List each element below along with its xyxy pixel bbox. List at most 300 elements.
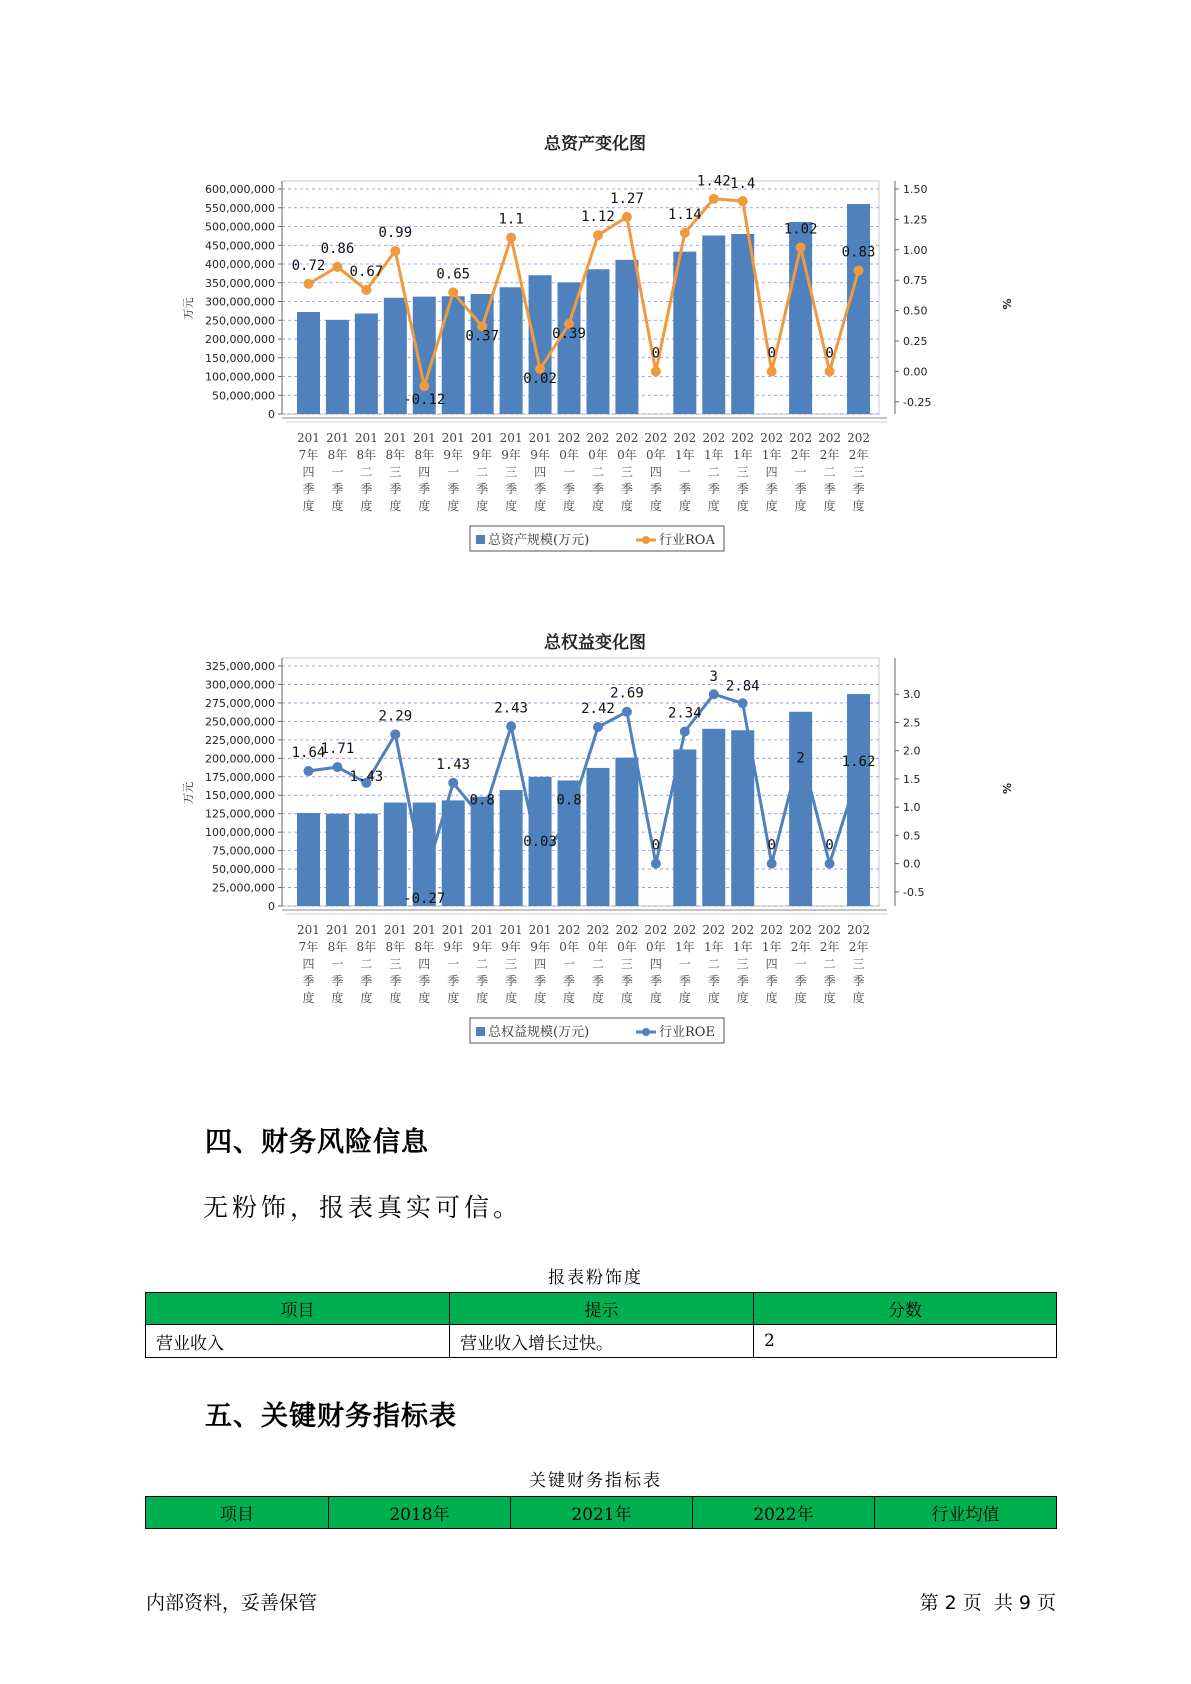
left-tick-label: 50,000,000 <box>212 863 275 877</box>
category-label: 度 <box>707 991 720 1005</box>
data-label: 0.8 <box>469 792 495 809</box>
chart-title: 总权益变化图 <box>544 633 646 653</box>
line-point <box>622 212 632 222</box>
category-label: 0年 <box>646 448 666 462</box>
category-label: 四 <box>418 465 431 479</box>
right-tick-label: 3.0 <box>903 688 921 702</box>
category-label: 201 <box>528 431 552 445</box>
category-label: 202 <box>586 431 610 445</box>
data-label: 0 <box>767 345 776 362</box>
bar <box>615 758 638 906</box>
category-label: 202 <box>847 431 870 445</box>
category-label: 四 <box>765 465 778 479</box>
category-label: 季 <box>476 482 489 496</box>
category-label: 度 <box>794 991 807 1005</box>
category-label: 三 <box>389 957 402 971</box>
left-tick-label: 300,000,000 <box>205 678 275 692</box>
bar <box>500 790 523 906</box>
bar <box>529 275 552 414</box>
legend-bar-swatch <box>476 1027 485 1036</box>
category-label: 0年 <box>588 940 608 954</box>
category-label: 季 <box>678 482 691 496</box>
data-label: 1.14 <box>667 206 702 223</box>
category-label: 7年 <box>298 940 319 954</box>
category-label: 四 <box>418 957 431 971</box>
line-point <box>361 285 371 295</box>
line-point <box>564 813 574 823</box>
category-label: 202 <box>557 923 581 937</box>
category-label: 二 <box>476 957 489 971</box>
category-label: 季 <box>418 974 431 988</box>
category-label: 9年 <box>501 448 521 462</box>
line-point <box>303 279 313 289</box>
header-cell-hint: 提示 <box>450 1293 754 1325</box>
category-label: 0年 <box>617 940 637 954</box>
bar <box>702 236 725 415</box>
left-tick-label: 450,000,000 <box>205 239 275 253</box>
category-label: 二 <box>476 465 489 479</box>
category-label: 201 <box>499 431 523 445</box>
category-label: 202 <box>731 923 755 937</box>
category-label: 季 <box>360 482 373 496</box>
category-label: 四 <box>649 957 662 971</box>
category-label: 1年 <box>732 448 753 462</box>
left-tick-label: 250,000,000 <box>205 314 275 328</box>
data-label: 2.43 <box>494 700 528 717</box>
data-label: 1.43 <box>349 768 384 785</box>
bar <box>500 287 523 414</box>
category-label: 202 <box>673 431 697 445</box>
category-label: 度 <box>447 499 460 513</box>
right-tick-label: 0.25 <box>903 335 928 349</box>
right-tick-label: 0.00 <box>903 365 928 379</box>
data-label: 1.1 <box>498 211 524 228</box>
category-label: 季 <box>707 974 720 988</box>
category-label: 季 <box>620 974 633 988</box>
left-tick-label: 25,000,000 <box>212 881 275 895</box>
bar <box>731 234 754 414</box>
header-cell-item: 项目 <box>146 1293 450 1325</box>
line-point <box>709 689 719 699</box>
data-label: 2.34 <box>667 705 702 722</box>
data-label: 0.37 <box>465 328 500 345</box>
line-point <box>477 813 487 823</box>
bar <box>471 294 494 414</box>
category-label: 三 <box>736 465 749 479</box>
data-label: 0 <box>651 345 661 362</box>
right-tick-label: 2.0 <box>903 744 921 758</box>
category-label: 三 <box>852 957 865 971</box>
category-label: 9年 <box>443 448 464 462</box>
line-point <box>506 233 516 243</box>
category-label: 四 <box>534 957 547 971</box>
category-label: 201 <box>441 431 465 445</box>
category-label: 季 <box>505 482 518 496</box>
category-label: 度 <box>505 499 518 513</box>
category-label: 度 <box>476 499 489 513</box>
category-label: 季 <box>302 974 315 988</box>
category-label: 度 <box>302 991 315 1005</box>
data-label: 2.69 <box>610 685 644 702</box>
category-label: 0年 <box>617 448 637 462</box>
line-point <box>448 778 458 788</box>
category-label: 201 <box>297 923 320 937</box>
category-label: 季 <box>591 482 604 496</box>
legend-line-label: 行业ROE <box>659 1025 715 1040</box>
category-label: 8年 <box>385 940 406 954</box>
left-axis-unit: 万元 <box>182 297 195 320</box>
category-label: 度 <box>620 991 633 1005</box>
category-label: 202 <box>586 923 610 937</box>
risk-table <box>145 1292 1057 1358</box>
data-label: 1.64 <box>291 745 326 762</box>
category-label: 202 <box>673 923 697 937</box>
category-label: 三 <box>389 465 402 479</box>
data-label: 1.62 <box>841 754 876 771</box>
right-tick-label: -0.25 <box>903 395 932 409</box>
category-label: 8年 <box>414 940 435 954</box>
data-label: -0.27 <box>403 890 446 907</box>
category-label: 一 <box>447 957 460 971</box>
line-point <box>332 262 342 272</box>
category-label: 季 <box>649 974 662 988</box>
category-label: 度 <box>736 991 749 1005</box>
category-label: 季 <box>418 482 431 496</box>
category-label: 季 <box>360 974 373 988</box>
category-label: 9年 <box>530 940 550 954</box>
right-tick-label: 0.5 <box>903 829 921 843</box>
category-label: 度 <box>534 991 547 1005</box>
left-tick-label: 325,000,000 <box>205 660 275 673</box>
category-label: 202 <box>760 923 784 937</box>
category-label: 202 <box>615 923 639 937</box>
legend-line-label: 行业ROA <box>659 533 715 548</box>
category-label: 三 <box>505 957 518 971</box>
category-label: 季 <box>736 482 749 496</box>
category-label: 季 <box>331 974 344 988</box>
category-label: 9年 <box>530 448 550 462</box>
data-label: 0 <box>651 837 661 854</box>
category-label: 度 <box>707 499 720 513</box>
category-label: 8年 <box>327 940 348 954</box>
category-label: 季 <box>649 482 662 496</box>
category-label: 度 <box>360 991 373 1005</box>
category-label: 201 <box>441 923 465 937</box>
line-point <box>448 287 458 297</box>
data-label: 1.43 <box>436 756 471 773</box>
category-label: 201 <box>354 431 378 445</box>
line-point <box>593 230 603 240</box>
line-point <box>796 242 806 252</box>
category-label: 8年 <box>356 940 377 954</box>
line-point <box>767 366 777 376</box>
line-point <box>854 265 864 275</box>
data-label: 2 <box>796 750 805 767</box>
legend-bar-label: 总资产规模(万元) <box>488 533 590 548</box>
left-tick-label: 100,000,000 <box>205 826 275 840</box>
line-point <box>738 698 748 708</box>
category-label: 202 <box>644 431 668 445</box>
category-label: 9年 <box>501 940 521 954</box>
category-label: 四 <box>649 465 662 479</box>
right-axis-unit: % <box>1001 298 1014 310</box>
category-label: 202 <box>818 923 842 937</box>
data-label: 2.29 <box>378 708 413 725</box>
data-label: 0.02 <box>523 371 557 387</box>
category-label: 季 <box>736 974 749 988</box>
data-label: 0.99 <box>378 225 413 242</box>
risk-conclusion-text: 无粉饰，报表真实可信。 <box>203 1193 523 1222</box>
category-label: 201 <box>412 431 436 445</box>
category-label: 季 <box>823 974 836 988</box>
line-point <box>680 228 690 238</box>
left-tick-label: 50,000,000 <box>212 389 275 403</box>
key-table-caption: 关键财务指标表 <box>529 1471 662 1491</box>
category-label: 201 <box>354 923 378 937</box>
legend-line-marker <box>642 1028 650 1036</box>
data-label: 0 <box>825 837 834 854</box>
category-label: 度 <box>620 499 633 513</box>
legend-line-marker <box>642 536 650 544</box>
header-cell-2021: 2021年 <box>511 1497 693 1529</box>
data-label: 2.84 <box>725 678 760 695</box>
category-label: 季 <box>794 974 807 988</box>
category-label: 二 <box>823 957 836 971</box>
category-label: 季 <box>534 974 547 988</box>
left-tick-label: 250,000,000 <box>205 715 275 729</box>
category-label: 9年 <box>443 940 464 954</box>
category-label: 一 <box>331 465 344 479</box>
category-label: 二 <box>360 465 373 479</box>
data-label: 0.65 <box>436 266 471 283</box>
header-cell-industry-avg: 行业均值 <box>875 1497 1057 1529</box>
bar <box>355 814 378 906</box>
category-label: 8年 <box>385 448 406 462</box>
header-cell-2022: 2022年 <box>693 1497 875 1529</box>
category-label: 202 <box>789 431 813 445</box>
category-label: 2年 <box>819 940 840 954</box>
header-cell-score: 分数 <box>754 1293 1057 1325</box>
data-label: 0.67 <box>349 263 384 280</box>
category-label: 度 <box>678 991 691 1005</box>
category-label: 201 <box>470 431 494 445</box>
bar <box>847 204 870 414</box>
category-label: 一 <box>794 957 807 971</box>
category-label: 9年 <box>472 448 492 462</box>
category-label: 1年 <box>761 448 782 462</box>
data-label: 1.12 <box>581 209 615 226</box>
category-label: 二 <box>707 465 720 479</box>
category-label: 1年 <box>703 448 724 462</box>
data-label: 0 <box>767 837 776 854</box>
category-label: 0年 <box>559 448 579 462</box>
category-label: 202 <box>818 431 842 445</box>
left-tick-label: 400,000,000 <box>205 258 275 271</box>
category-label: 度 <box>389 499 402 513</box>
line-point <box>535 857 545 867</box>
line-point <box>825 859 835 869</box>
category-label: 2年 <box>790 940 811 954</box>
risk-table-caption: 报表粉饰度 <box>548 1268 643 1288</box>
category-label: 202 <box>731 431 755 445</box>
category-label: 一 <box>331 957 344 971</box>
key-metrics-table <box>145 1496 1057 1529</box>
left-tick-label: 100,000,000 <box>205 370 275 384</box>
category-label: 2年 <box>848 940 869 954</box>
line-point <box>825 366 835 376</box>
left-tick-label: 225,000,000 <box>205 733 275 747</box>
category-label: 1年 <box>675 940 695 954</box>
line-point <box>419 874 429 884</box>
category-label: 度 <box>331 499 344 513</box>
category-label: 度 <box>794 499 807 513</box>
right-tick-label: 1.50 <box>903 183 928 196</box>
cell-score: 2 <box>754 1325 1057 1358</box>
footer-page-number: 第 2 页 共 9 页 <box>919 1592 1056 1614</box>
category-label: 二 <box>360 957 373 971</box>
right-tick-label: 1.0 <box>903 801 921 815</box>
line-point <box>506 721 516 731</box>
category-label: 度 <box>302 499 315 513</box>
category-label: 季 <box>534 482 547 496</box>
left-tick-label: 150,000,000 <box>205 351 275 365</box>
category-label: 201 <box>412 923 436 937</box>
category-label: 季 <box>678 974 691 988</box>
category-label: 季 <box>823 482 836 496</box>
table-header-row <box>146 1497 1057 1529</box>
category-label: 季 <box>765 482 778 496</box>
category-label: 201 <box>325 431 349 445</box>
category-label: 201 <box>383 923 407 937</box>
category-label: 度 <box>852 499 865 513</box>
category-label: 三 <box>620 465 633 479</box>
category-label: 二 <box>823 465 836 479</box>
category-label: 1年 <box>732 940 753 954</box>
category-label: 季 <box>794 482 807 496</box>
category-label: 7年 <box>298 448 319 462</box>
category-label: 202 <box>702 923 726 937</box>
category-label: 季 <box>447 482 460 496</box>
category-label: 一 <box>447 465 460 479</box>
category-label: 二 <box>591 957 604 971</box>
category-label: 度 <box>389 991 402 1005</box>
category-label: 季 <box>852 482 865 496</box>
category-label: 0年 <box>588 448 608 462</box>
cell-item: 营业收入 <box>146 1325 450 1358</box>
category-label: 一 <box>794 465 807 479</box>
bar <box>297 312 320 414</box>
category-label: 8年 <box>327 448 348 462</box>
left-tick-label: 150,000,000 <box>205 789 275 803</box>
category-label: 三 <box>620 957 633 971</box>
line-point <box>303 766 313 776</box>
data-label: 0.72 <box>291 257 326 274</box>
category-label: 四 <box>302 957 315 971</box>
data-label: 1.02 <box>783 221 818 238</box>
category-label: 季 <box>331 482 344 496</box>
category-label: 一 <box>563 465 576 479</box>
line-point <box>709 194 719 204</box>
right-tick-label: 0.75 <box>903 274 928 288</box>
category-label: 2年 <box>848 448 869 462</box>
data-label: 0.03 <box>523 833 557 850</box>
category-label: 度 <box>678 499 691 513</box>
category-label: 二 <box>707 957 720 971</box>
data-label: 0.86 <box>320 240 355 257</box>
category-label: 202 <box>557 431 581 445</box>
left-tick-label: 175,000,000 <box>205 770 275 784</box>
line-point <box>651 859 661 869</box>
category-label: 三 <box>505 465 518 479</box>
data-label: 3 <box>709 669 718 686</box>
category-label: 度 <box>823 499 836 513</box>
category-label: 202 <box>702 431 726 445</box>
bar <box>355 314 378 415</box>
bar <box>471 797 494 906</box>
category-label: 0年 <box>559 940 579 954</box>
bar <box>702 729 725 906</box>
category-label: 8年 <box>356 448 377 462</box>
right-tick-label: 1.5 <box>903 772 921 786</box>
category-label: 202 <box>615 431 639 445</box>
category-label: 8年 <box>414 448 435 462</box>
bar <box>731 730 754 906</box>
bar <box>586 768 609 906</box>
category-label: 季 <box>852 974 865 988</box>
bar <box>297 813 320 906</box>
category-label: 1年 <box>675 448 695 462</box>
category-label: 202 <box>847 923 870 937</box>
category-label: 季 <box>563 482 576 496</box>
category-label: 度 <box>476 991 489 1005</box>
category-label: 四 <box>302 465 315 479</box>
right-tick-label: 1.25 <box>903 213 928 227</box>
data-label: 1.4 <box>730 176 756 193</box>
category-label: 度 <box>823 991 836 1005</box>
left-tick-label: 500,000,000 <box>205 220 275 234</box>
left-tick-label: 300,000,000 <box>205 295 275 309</box>
bar <box>586 269 609 414</box>
category-label: 201 <box>470 923 494 937</box>
table-row <box>146 1325 1057 1358</box>
cell-hint: 营业收入增长过快。 <box>450 1325 754 1358</box>
category-label: 1年 <box>761 940 782 954</box>
right-tick-label: 0.50 <box>903 304 928 318</box>
category-label: 三 <box>736 957 749 971</box>
category-label: 四 <box>765 957 778 971</box>
left-tick-label: 125,000,000 <box>205 807 275 821</box>
chart-title: 总资产变化图 <box>544 135 646 154</box>
right-tick-label: 1.00 <box>903 243 928 257</box>
table-header-row <box>146 1293 1057 1325</box>
bar <box>326 320 349 414</box>
category-label: 度 <box>852 991 865 1005</box>
bar <box>326 814 349 906</box>
category-label: 202 <box>644 923 668 937</box>
category-label: 季 <box>476 974 489 988</box>
category-label: 201 <box>325 923 349 937</box>
data-label: 0.83 <box>841 244 876 261</box>
line-point <box>390 246 400 256</box>
data-label: 1.71 <box>320 741 355 758</box>
footer-confidential: 内部资料，妥善保管 <box>146 1592 318 1614</box>
category-label: 度 <box>360 499 373 513</box>
left-tick-label: 0 <box>268 900 275 913</box>
data-label: 1.27 <box>610 190 644 207</box>
line-point <box>767 859 777 869</box>
category-label: 一 <box>678 957 691 971</box>
line-point <box>332 762 342 772</box>
